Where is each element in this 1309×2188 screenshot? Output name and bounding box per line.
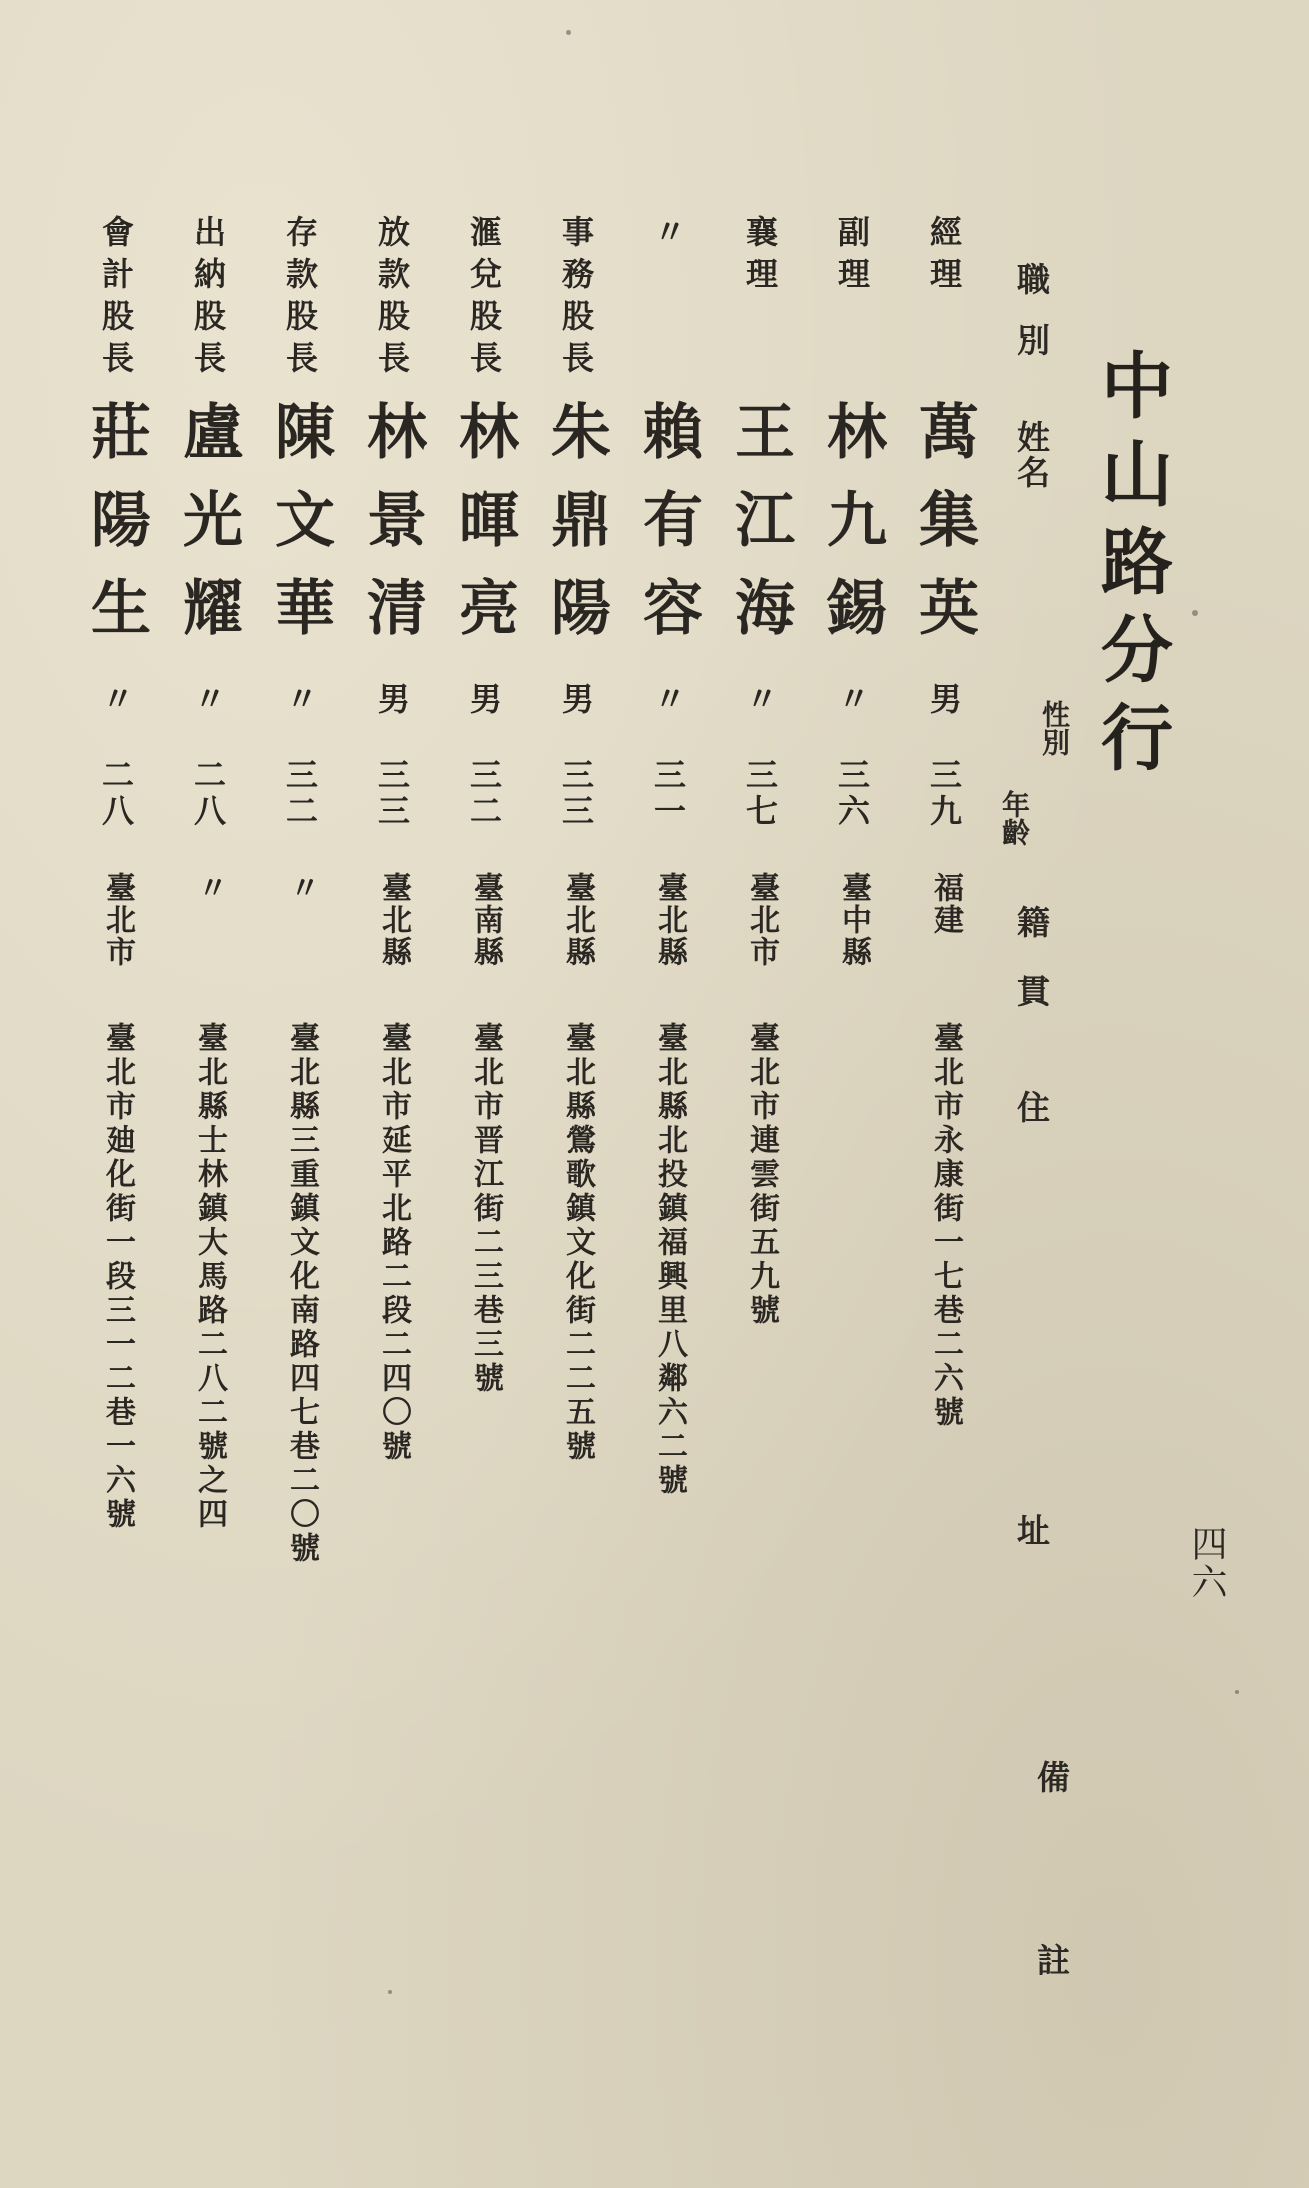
staff-sex: 男 (557, 682, 595, 714)
staff-address: 臺北市延平北路二段二四〇號 (376, 1022, 411, 1464)
staff-name: 林暉亮 (449, 400, 519, 664)
staff-sex: 男 (373, 682, 411, 714)
job-title: 副理 (833, 215, 871, 299)
staff-sex: 〃 (189, 682, 227, 714)
job-title: 事務股長 (557, 215, 595, 383)
staff-sex: 〃 (281, 682, 319, 714)
staff-age: 三一 (649, 758, 687, 830)
staff-age: 三三 (557, 758, 595, 830)
paper-speck (566, 30, 571, 35)
staff-age: 三九 (925, 758, 963, 830)
job-title: 經理 (925, 215, 963, 299)
staff-age: 三三 (373, 758, 411, 830)
paper-speck (388, 1990, 392, 1994)
header-origin: 籍貫 (1012, 905, 1051, 1043)
staff-name: 林九錫 (817, 400, 887, 664)
paper-speck (1235, 1690, 1239, 1694)
staff-sex: 〃 (97, 682, 135, 714)
staff-name: 朱鼎陽 (541, 400, 611, 664)
staff-name: 林景清 (357, 400, 427, 664)
staff-age: 三二 (465, 758, 503, 830)
header-sex: 性別 (1038, 700, 1071, 756)
staff-origin: 臺南縣 (468, 872, 503, 968)
staff-age: 三七 (741, 758, 779, 830)
staff-address: 臺北市連雲街五九號 (744, 1022, 779, 1328)
header-age: 年齡 (998, 790, 1031, 846)
paper-speck (1192, 610, 1198, 616)
staff-sex: 〃 (741, 682, 779, 714)
job-title: 〃 (649, 215, 687, 257)
header-job: 職別 (1012, 262, 1051, 384)
job-title: 存款股長 (281, 215, 319, 383)
header-address: 住址 (1012, 1090, 1051, 1936)
staff-address: 臺北市廸化街一段三一二巷一六號 (100, 1022, 135, 1532)
staff-origin: 臺北市 (100, 872, 135, 968)
staff-name: 萬集英 (909, 400, 979, 664)
staff-age: 二八 (189, 758, 227, 830)
staff-address: 臺北縣北投鎮福興里八鄰六二號 (652, 1022, 687, 1498)
staff-name: 陳文華 (265, 400, 335, 664)
staff-name: 莊陽生 (81, 400, 151, 664)
staff-origin: 福建 (928, 872, 963, 936)
staff-age: 二八 (97, 758, 135, 830)
staff-address: 臺北縣三重鎮文化南路四七巷二〇號 (284, 1022, 319, 1566)
staff-origin: 臺北市 (744, 872, 779, 968)
staff-name: 王江海 (725, 400, 795, 664)
staff-origin: 臺北縣 (376, 872, 411, 968)
page-number: 四六 (1186, 1525, 1227, 1601)
staff-address: 臺北縣鶯歌鎮文化街二二五號 (560, 1022, 595, 1464)
staff-origin: 〃 (192, 872, 227, 904)
staff-origin: 臺中縣 (836, 872, 871, 968)
staff-origin: 〃 (284, 872, 319, 904)
header-name: 姓名 (1012, 420, 1051, 490)
job-title: 滙兌股長 (465, 215, 503, 383)
page-title: 中山路分行 (1089, 348, 1174, 788)
header-note: 備註 (1032, 1760, 1071, 2126)
staff-name: 盧光耀 (173, 400, 243, 664)
staff-address: 臺北市永康街一七巷二六號 (928, 1022, 963, 1430)
job-title: 會計股長 (97, 215, 135, 383)
staff-origin: 臺北縣 (652, 872, 687, 968)
job-title: 出納股長 (189, 215, 227, 383)
staff-age: 三二 (281, 758, 319, 830)
staff-origin: 臺北縣 (560, 872, 595, 968)
staff-name: 賴有容 (633, 400, 703, 664)
staff-address: 臺北市晋江街二三巷三號 (468, 1022, 503, 1396)
staff-age: 三六 (833, 758, 871, 830)
job-title: 放款股長 (373, 215, 411, 383)
staff-sex: 男 (465, 682, 503, 714)
staff-sex: 〃 (649, 682, 687, 714)
staff-address: 臺北縣士林鎮大馬路二八二號之四 (192, 1022, 227, 1532)
staff-sex: 〃 (833, 682, 871, 714)
staff-sex: 男 (925, 682, 963, 714)
job-title: 襄理 (741, 215, 779, 299)
